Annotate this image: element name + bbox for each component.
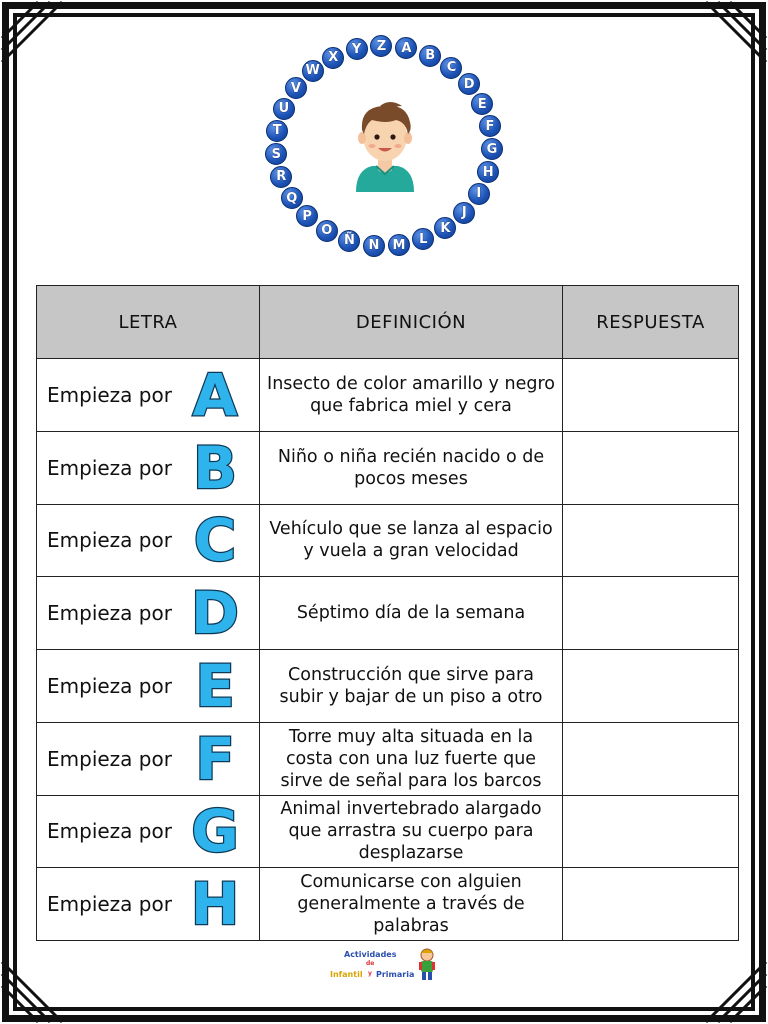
table-row — [37, 431, 739, 504]
ring-letter: Q — [281, 187, 303, 209]
ring-letter: I — [468, 183, 490, 205]
ring-letter: R — [270, 166, 292, 188]
letra-prefix: Empieza por — [47, 746, 172, 771]
ring-letter: Z — [370, 35, 392, 57]
big-letter: A — [192, 360, 238, 429]
footer-logo — [330, 948, 440, 986]
answer-cell[interactable] — [563, 504, 739, 577]
logo-text-actividades: Actividades — [344, 950, 397, 959]
answer-cell[interactable] — [563, 359, 739, 432]
ring-letter: X — [322, 47, 344, 69]
definition-cell: Niño o niña recién nacido o de pocos meses — [260, 431, 563, 504]
ring-letter: E — [471, 93, 493, 115]
ring-letter: B — [419, 45, 441, 67]
answer-cell[interactable] — [563, 431, 739, 504]
ring-letter: P — [296, 205, 318, 227]
letra-cell — [37, 795, 260, 868]
ring-letter: L — [412, 228, 434, 250]
letra-cell — [37, 722, 260, 795]
table-row — [37, 504, 739, 577]
definition-cell: Séptimo día de la semana — [260, 577, 563, 650]
ring-letter: N — [363, 235, 385, 257]
definition-cell: Vehículo que se lanza al espacio y vuela a gran velocidad — [260, 504, 563, 577]
table-row — [37, 359, 739, 432]
big-letter: E — [195, 651, 235, 720]
boy-avatar-icon — [350, 100, 420, 192]
ring-letter: O — [316, 220, 338, 242]
ring-letter: T — [266, 120, 288, 142]
ring-letter: Ñ — [338, 230, 360, 252]
answer-cell[interactable] — [563, 577, 739, 650]
letra-prefix: Empieza por — [47, 455, 172, 480]
answer-cell[interactable] — [563, 722, 739, 795]
logo-text-infantil: Infantil — [330, 970, 363, 979]
definition-cell: Insecto de color amarillo y negro que fabrica miel y cera — [260, 359, 563, 432]
ring-letter: V — [285, 77, 307, 99]
big-letter: G — [191, 797, 239, 866]
ring-letter: J — [453, 202, 475, 224]
header-letra: LETRA — [37, 286, 260, 359]
ring-letter: Y — [346, 38, 368, 60]
ring-letter: F — [479, 115, 501, 137]
letra-prefix: Empieza por — [47, 673, 172, 698]
table-row — [37, 868, 739, 941]
letra-prefix: Empieza por — [47, 528, 172, 553]
letra-cell — [37, 504, 260, 577]
definition-cell: Construcción que sirve para subir y bajar de un piso a otro — [260, 650, 563, 723]
logo-text-y: y — [368, 970, 372, 977]
table-row — [37, 795, 739, 868]
child-mascot-icon — [416, 948, 438, 982]
riddle-table — [36, 285, 739, 941]
table-row — [37, 650, 739, 723]
definition-cell: Torre muy alta situada en la costa con una luz fuerte que sirve de señal para los barcos — [260, 722, 563, 795]
big-letter: F — [195, 724, 235, 793]
table-header-row — [37, 286, 739, 359]
answer-cell[interactable] — [563, 650, 739, 723]
letra-prefix: Empieza por — [47, 601, 172, 626]
big-letter: H — [190, 870, 240, 939]
letra-cell — [37, 868, 260, 941]
big-letter: C — [193, 506, 237, 575]
answer-cell[interactable] — [563, 795, 739, 868]
letra-cell — [37, 650, 260, 723]
header-definicion: DEFINICIÓN — [260, 286, 563, 359]
answer-cell[interactable] — [563, 868, 739, 941]
table-row — [37, 722, 739, 795]
ring-letter: G — [481, 138, 503, 160]
ring-letter: W — [302, 60, 324, 82]
big-letter: B — [192, 433, 238, 502]
ring-letter: D — [458, 73, 480, 95]
definition-cell: Animal invertebrado alargado que arrastra su cuerpo para desplazarse — [260, 795, 563, 868]
ring-letter: M — [388, 234, 410, 256]
ring-letter: C — [440, 57, 462, 79]
letra-prefix: Empieza por — [47, 382, 172, 407]
logo-text-primaria: Primaria — [376, 970, 415, 979]
letra-cell — [37, 359, 260, 432]
ring-letter: S — [265, 143, 287, 165]
ring-letter: H — [477, 161, 499, 183]
letra-cell — [37, 577, 260, 650]
letra-prefix: Empieza por — [47, 819, 172, 844]
header-respuesta: RESPUESTA — [563, 286, 739, 359]
table-row — [37, 577, 739, 650]
logo-text-de: de — [366, 960, 375, 967]
letra-prefix: Empieza por — [47, 892, 172, 917]
definition-cell: Comunicarse con alguien generalmente a través de palabras — [260, 868, 563, 941]
ring-letter: K — [434, 217, 456, 239]
letra-cell — [37, 431, 260, 504]
ring-letter: A — [395, 37, 417, 59]
big-letter: D — [190, 579, 240, 648]
ring-letter: U — [273, 98, 295, 120]
